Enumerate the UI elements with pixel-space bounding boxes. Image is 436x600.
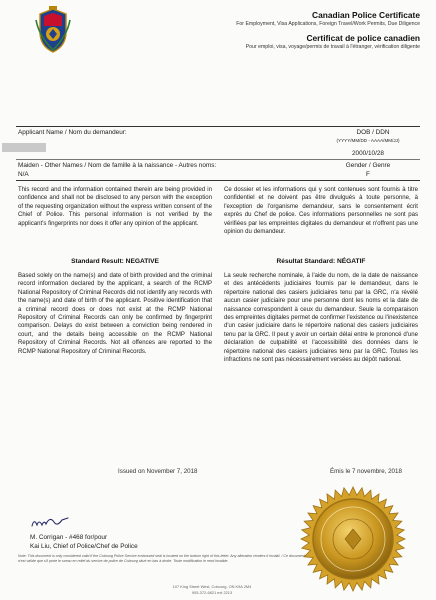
table-bottom-rule: [16, 180, 420, 181]
result-heading-en: Standard Result: NEGATIVE: [71, 258, 159, 265]
title-en: Canadian Police Certificate: [312, 10, 420, 20]
subtitle-en: For Employment, Visa Applications, Foreign Travel/Work Permits, Due Diligence: [236, 21, 420, 27]
gold-embossed-seal: [300, 486, 406, 592]
result-heading-fr: Résultat Standard: NÉGATIF: [276, 258, 366, 265]
issued-date-fr: Émis le 7 novembre, 2018: [330, 468, 402, 475]
table-mid-rule: [16, 159, 420, 160]
signer-line-2: Kai Liu, Chief of Police/Chef de Police: [30, 543, 138, 550]
maiden-label: Maiden - Other Names / Nom de famille à la naissance - Autres noms:: [18, 162, 217, 169]
dob-format: (YYYY/MM/DD - AAAA/MM/JJ): [336, 138, 400, 143]
intro-en: This record and the information contained therein are being provided in confidence and shall not be disclosed to any person with the exception of the requesting organization without the express written consent of the Chief of Police. This personal information is not verified by the applicant's fingerprints nor does it offer any opinion of the applicant.: [18, 187, 212, 227]
footer-address: 107 King Street West, Cobourg, ON K9A 2M4: [172, 584, 252, 589]
handwritten-signature: [30, 514, 70, 530]
gender-label: Gender / Genre: [345, 162, 391, 169]
intro-fr: Ce dossier et les informations qui y sont contenues sont fournis à titre confidentiel et ne doivent pas être divulgués à toute personne, à l'exception de l'organisme demandeur, sans le consentement écrit exprès du Chef de police. Ces informations personnelles ne sont pas vérifiées par les empreintes digitales du demandeur et n'offrent pas une opinion du demandeur.: [224, 187, 418, 236]
footer-phone: 905-372-6821 ext 2213: [191, 590, 233, 595]
maiden-value: N/A: [18, 171, 29, 178]
table-top-rule: [16, 126, 420, 127]
dob-label: DOB / DDN: [356, 129, 390, 136]
dob-value: 2000/10/28: [352, 150, 384, 157]
validity-note: Note: This document is only considered valid if the Cobourg Police Service embossed seal is located on the bottom right of this letter. Any alteration renders it invalid. / Ce document n'est valide que s'il porte le sceau en relief du service de police de Cobourg situé en bas à droite. Toute modification le rend invalide.: [18, 554, 305, 563]
gender-value: F: [366, 171, 370, 178]
result-text-fr: La seule recherche nominale, à l'aide du nom, de la date de naissance et des antécédents judiciaires fournis par le demandeur, dans le répertoire national des casiers judiciaires tenu par la GRC, n'a révélé aucun casier judiciaire pour une personne dont les noms et la date de naissance correspondent à ceux du demandeur. Seule la comparaison des empreintes digitales permet de confirmer l'existence ou l'inexistence d'un casier judiciaire dans le répertoire national des casiers judiciaires tenu par la GRC. Il peut y avoir un certain délai entre le prononcé d'une déclaration de culpabilité et l'accessibilité des données dans le répertoire national des casiers judiciaires tenu par la GRC. Toutes les infractions ne sont pas nécessairement versées au dépôt national.: [224, 273, 418, 364]
subtitle-fr: Pour emploi, visa, voyage/permis de travail à l'étranger, vérification diligente: [245, 44, 420, 50]
issued-date-en: Issued on November 7, 2018: [118, 468, 198, 475]
redacted-name-box: [2, 143, 46, 152]
certificate-header: [170, 10, 420, 50]
result-text-en: Based solely on the name(s) and date of birth provided and the criminal record information declared by the applicant, a search of the RCMP National Repository of Criminal Records did not identify any records with the name(s) and date of birth of the applicant. Positive identification that a criminal record does or does not exist at the RCMP National Repository of Criminal Records can only be confirmed by fingerprint comparison. Delays do exist between a conviction being rendered in court, and the details being accessible on the RCMP National Repository of Criminal Records. Not all offences are reported to the RCMP National Repository of Criminal Records.: [18, 273, 212, 355]
signer-line-1: M. Corrigan - #468 for/pour: [30, 534, 108, 541]
police-crest-logo: [34, 6, 72, 54]
applicant-name-label: Applicant Name / Nom du demandeur:: [18, 129, 127, 136]
title-fr: Certificat de police canadien: [306, 33, 420, 43]
